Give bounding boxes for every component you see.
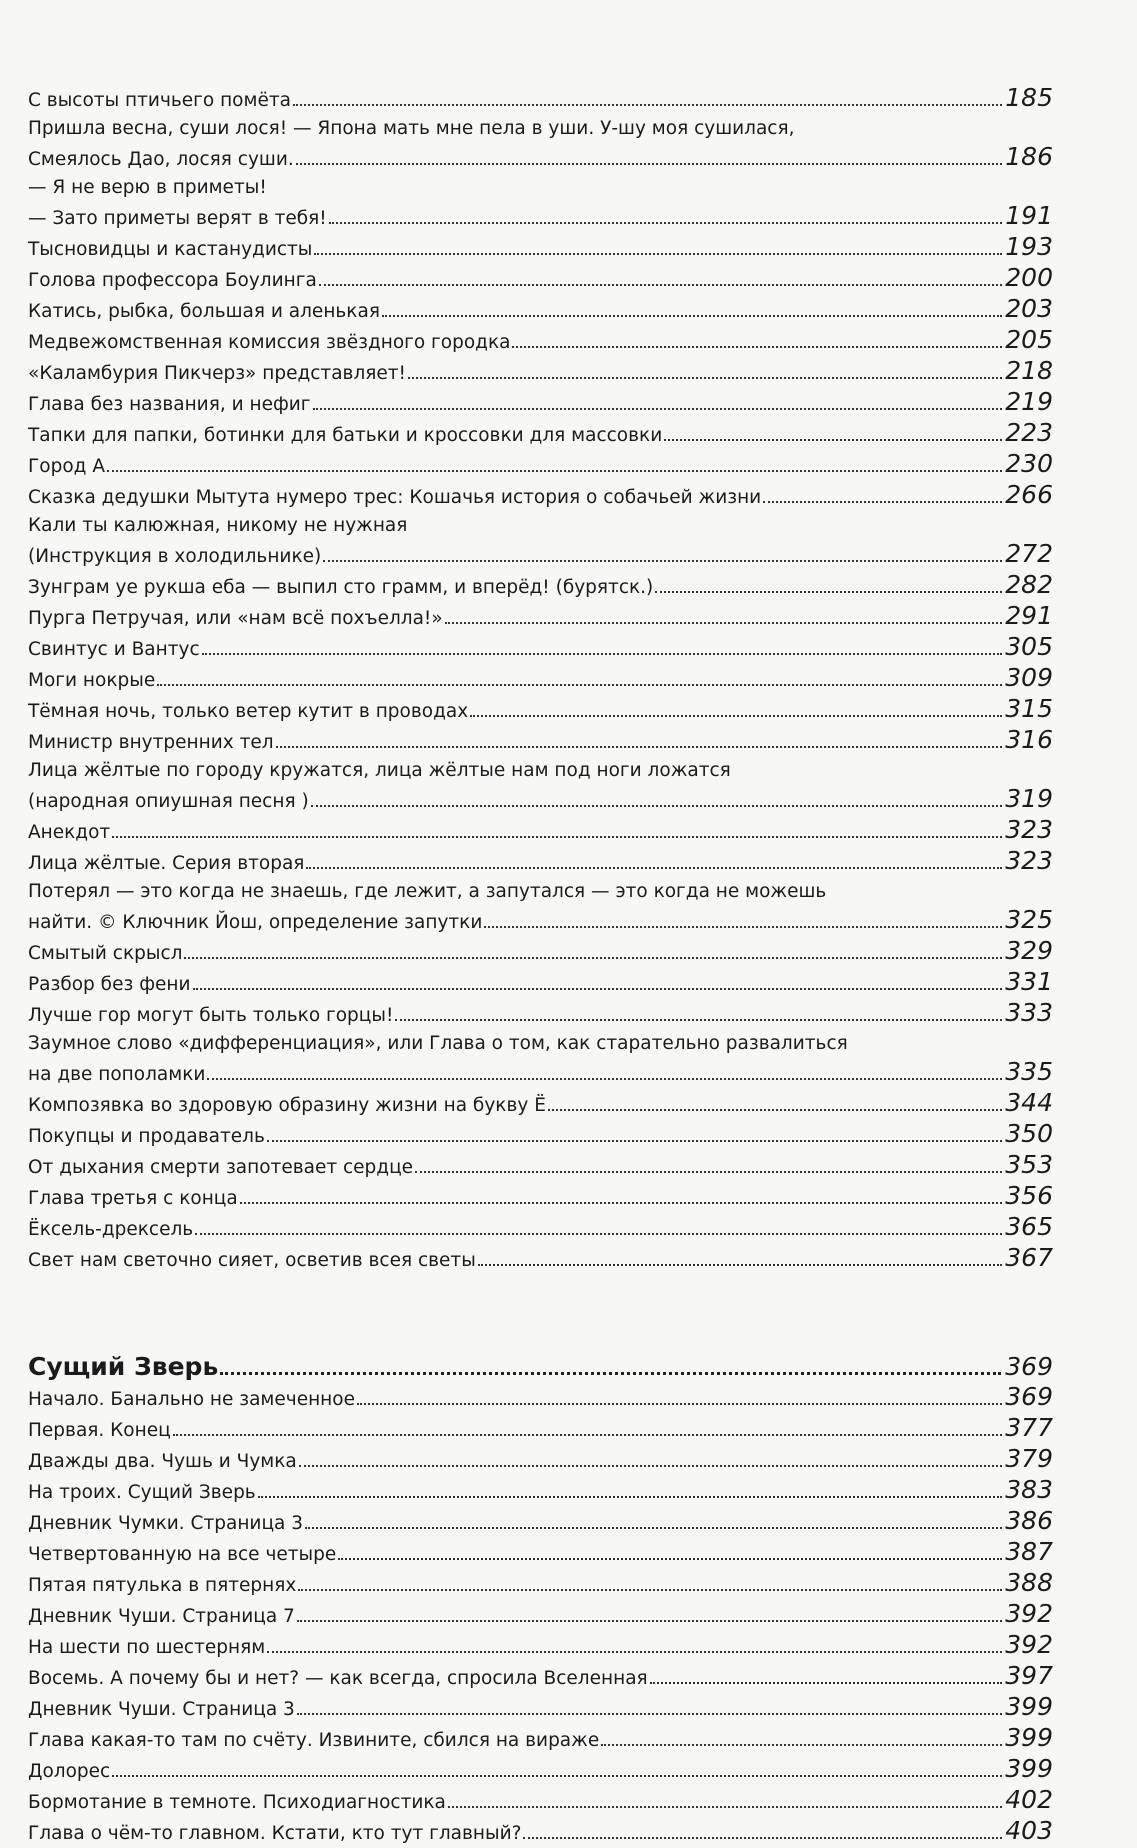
dot-leader	[650, 1682, 1002, 1684]
toc-entry-page-number: 319	[1005, 784, 1053, 813]
toc-entry-page-number: 230	[1005, 449, 1053, 478]
toc-entry	[28, 1151, 1053, 1182]
toc-entry	[28, 1631, 1053, 1662]
toc-entry	[28, 419, 1053, 450]
toc-entry	[28, 1213, 1053, 1244]
toc-entry	[28, 1817, 1053, 1848]
dot-leader	[323, 560, 1002, 562]
toc-entry-page-number: 193	[1005, 232, 1053, 261]
toc-entry-title-line: Заумное слово «дифференциация», или Глава о том, как старательно развалиться	[28, 1033, 848, 1054]
toc-entry-title: С высоты птичьего помёта	[28, 90, 291, 111]
toc-entry-page-number: 386	[1005, 1506, 1053, 1535]
toc-entry	[28, 1538, 1053, 1569]
toc-entry-title-line: Пришла весна, суши лося! — Япона мать мне пела в уши. У-шу моя сушилася,	[28, 118, 795, 139]
toc-entry-title: Смеялось Дао, лосяя суши.	[28, 149, 294, 170]
toc-entry-title: Моги нокрые	[28, 670, 156, 691]
toc-entry-page-number: 399	[1005, 1754, 1053, 1783]
dot-leader	[329, 222, 1002, 224]
toc-entry-title: Сказка дедушки Мытута нумеро трес: Кошачья история о собачьей жизни	[28, 487, 762, 508]
dot-leader	[357, 1403, 1002, 1405]
toc-entry	[28, 450, 1053, 481]
toc-entry	[28, 1693, 1053, 1724]
toc-entry-title: Четвертованную на все четыре	[28, 1544, 337, 1565]
toc-section-2	[28, 1351, 1053, 1848]
toc-entry-title: Свет нам светочно сияет, осветив всея светы	[28, 1250, 476, 1271]
dot-leader	[207, 1078, 1002, 1080]
dot-leader	[382, 315, 1002, 317]
dot-leader	[601, 1744, 1002, 1746]
toc-entry-title-line: Лица жёлтые по городу кружатся, лица жёлтые нам под ноги ложатся	[28, 760, 731, 781]
toc-entry-title: Разбор без фени	[28, 974, 191, 995]
dot-leader	[655, 591, 1002, 593]
dot-leader	[415, 1171, 1002, 1173]
toc-entry-page-number: 305	[1005, 632, 1053, 661]
toc-entry-page-number: 369	[1005, 1382, 1053, 1411]
toc-entry-title: Голова профессора Боулинга	[28, 270, 317, 291]
toc-entry-title: Министр внутренних тел	[28, 732, 274, 753]
toc-entry-page-number: 323	[1005, 846, 1053, 875]
dot-leader	[319, 284, 1002, 286]
dot-leader	[664, 439, 1002, 441]
toc-entry-title: Восемь. А почему бы и нет? — как всегда, спросила Вселенная	[28, 1668, 648, 1689]
toc-entry-title: Начало. Банально не замеченное	[28, 1389, 355, 1410]
toc-entry-page-number: 377	[1005, 1413, 1053, 1442]
toc-entry	[28, 1755, 1053, 1786]
toc-entry	[28, 481, 1053, 512]
dot-leader	[193, 988, 1002, 990]
dot-leader	[448, 1806, 1002, 1808]
toc-entry	[28, 1600, 1053, 1631]
dot-leader	[240, 1202, 1002, 1204]
dot-leader	[314, 253, 1002, 255]
table-of-contents	[28, 84, 1053, 1848]
toc-entry	[28, 1244, 1053, 1275]
toc-entry-title: Анекдот	[28, 822, 111, 843]
dot-leader	[512, 346, 1002, 348]
dot-leader	[395, 1019, 1002, 1021]
toc-entry-title: Дневник Чуши. Страница 7	[28, 1606, 295, 1627]
toc-entry-title: Глава о чём-то главном. Кстати, кто тут главный?	[28, 1823, 522, 1844]
toc-entry-page-number: 392	[1005, 1599, 1053, 1628]
toc-entry-title: Тысновидцы и кастанудисты	[28, 239, 313, 260]
toc-entry-title: Свинтус и Вантус	[28, 639, 200, 660]
dot-leader	[184, 957, 1002, 959]
toc-entry-page-number: 335	[1005, 1057, 1053, 1086]
dot-leader	[220, 1372, 1001, 1375]
toc-entry-title: Глава третья с конца	[28, 1188, 238, 1209]
toc-entry-title: Ёксель-дрексель	[28, 1219, 194, 1240]
toc-entry-page-number: 344	[1005, 1088, 1053, 1117]
toc-entry	[28, 1089, 1053, 1120]
toc-entry	[28, 571, 1053, 602]
toc-entry	[28, 264, 1053, 295]
toc-entry-title: «Каламбурия Пикчерз» представляет!	[28, 363, 406, 384]
toc-entry-title: От дыхания смерти запотевает сердце	[28, 1157, 414, 1178]
toc-entry-page-number: 266	[1005, 480, 1053, 509]
toc-entry-title: Пятая пятулька в пятернях	[28, 1575, 297, 1596]
toc-entry-page-number: 219	[1005, 387, 1053, 416]
toc-entry-page-number: 403	[1005, 1816, 1053, 1845]
toc-entry-page-number: 191	[1005, 201, 1053, 230]
toc-entry-page-number: 223	[1005, 418, 1053, 447]
dot-leader	[202, 653, 1002, 655]
dot-leader	[313, 408, 1002, 410]
toc-entry-title: Смытый скрысл	[28, 943, 183, 964]
toc-entry-title: Дневник Чумки. Страница 3	[28, 1513, 304, 1534]
toc-entry-page-number: 379	[1005, 1444, 1053, 1473]
toc-entry-title: Город А	[28, 456, 105, 477]
toc-entry-page-number: 365	[1005, 1212, 1053, 1241]
toc-entry-page-number: 186	[1005, 142, 1053, 171]
dot-leader	[523, 1837, 1002, 1839]
dot-leader	[195, 1233, 1002, 1235]
toc-entry-page-number: 387	[1005, 1537, 1053, 1566]
toc-entry	[28, 295, 1053, 326]
toc-entry-title: На троих. Сущий Зверь	[28, 1482, 256, 1503]
toc-entry-title: Тапки для папки, ботинки для батьки и кроссовки для массовки	[28, 425, 663, 446]
toc-entry-page-number: 316	[1005, 725, 1053, 754]
toc-entry-title: Глава без названия, и нефиг	[28, 394, 311, 415]
toc-entry-title: (народная опиушная песня )	[28, 791, 309, 812]
toc-entry-page-number: 200	[1005, 263, 1053, 292]
dot-leader	[548, 1109, 1002, 1111]
toc-entry	[28, 968, 1053, 999]
dot-leader	[298, 1589, 1002, 1591]
toc-entry	[28, 664, 1053, 695]
toc-entry-title: Покупцы и продаватель	[28, 1126, 265, 1147]
toc-entry	[28, 1786, 1053, 1817]
toc-entry-page-number: 388	[1005, 1568, 1053, 1597]
toc-entry-title: Долорес	[28, 1761, 111, 1782]
dot-leader	[408, 377, 1002, 379]
dot-leader	[157, 684, 1002, 686]
toc-entry-title: Зунграм уе рукша еба — выпил сто грамм, и вперёд! (бурятск.)	[28, 577, 654, 598]
toc-entry-page-number: 325	[1005, 905, 1053, 934]
dot-leader	[276, 746, 1002, 748]
toc-entry-page-number: 218	[1005, 356, 1053, 385]
toc-entry-page-number: 315	[1005, 694, 1053, 723]
toc-entry-title-line: — Я не верю в приметы!	[28, 177, 267, 198]
dot-leader	[112, 836, 1002, 838]
toc-entry-title: Дважды два. Чушь и Чумка	[28, 1451, 297, 1472]
toc-entry-page-number: 402	[1005, 1785, 1053, 1814]
toc-entry	[28, 1662, 1053, 1693]
toc-entry-title: Первая. Конец	[28, 1420, 171, 1441]
toc-entry	[28, 1030, 1053, 1089]
toc-entry	[28, 84, 1053, 115]
toc-entry-title: Пурга Петручая, или «нам всё похъелла!»	[28, 608, 443, 629]
toc-entry	[28, 1507, 1053, 1538]
toc-entry-title: на две пополамки	[28, 1064, 206, 1085]
toc-entry	[28, 695, 1053, 726]
dot-leader	[258, 1496, 1002, 1498]
toc-entry-page-number: 333	[1005, 998, 1053, 1027]
toc-entry-page-number: 399	[1005, 1692, 1053, 1721]
section-title: Сущий Зверь	[28, 1352, 219, 1381]
dot-leader	[293, 104, 1002, 106]
toc-entry	[28, 1383, 1053, 1414]
dot-leader	[299, 1465, 1002, 1467]
toc-entry-title: Лица жёлтые. Серия вторая	[28, 853, 305, 874]
toc-entry-title: найти. © Ключник Йош, определение запутки	[28, 912, 483, 933]
dot-leader	[338, 1558, 1002, 1560]
dot-leader	[484, 926, 1002, 928]
toc-entry-page-number: 399	[1005, 1723, 1053, 1752]
toc-entry-page-number: 291	[1005, 601, 1053, 630]
toc-entry	[28, 1569, 1053, 1600]
dot-leader	[306, 867, 1002, 869]
toc-entry-page-number: 309	[1005, 663, 1053, 692]
toc-entry	[28, 757, 1053, 816]
toc-entry-page-number: 329	[1005, 936, 1053, 965]
dot-leader	[297, 1620, 1002, 1622]
dot-leader	[305, 1527, 1002, 1529]
toc-entry	[28, 999, 1053, 1030]
dot-leader	[311, 805, 1002, 807]
dot-leader	[763, 501, 1002, 503]
toc-entry-title: Лучше гор могут быть только горцы!	[28, 1005, 394, 1026]
toc-entry	[28, 847, 1053, 878]
toc-entry-title-line: Потерял — это когда не знаешь, где лежит, а запутался — это когда не можешь	[28, 881, 827, 902]
toc-entry	[28, 1120, 1053, 1151]
toc-entry	[28, 1182, 1053, 1213]
toc-entry-page-number: 356	[1005, 1181, 1053, 1210]
toc-entry	[28, 816, 1053, 847]
toc-entry-title: На шести по шестерням	[28, 1637, 266, 1658]
toc-entry-page-number: 205	[1005, 325, 1053, 354]
dot-leader	[267, 1651, 1002, 1653]
toc-entry-title: Композявка во здоровую образину жизни на букву Ё	[28, 1095, 546, 1116]
dot-leader	[107, 470, 1002, 472]
toc-entry	[28, 233, 1053, 264]
toc-entry	[28, 602, 1053, 633]
toc-entry	[28, 937, 1053, 968]
dot-leader	[112, 1775, 1002, 1777]
toc-entry	[28, 1414, 1053, 1445]
toc-entry-title: — Зато приметы верят в тебя!	[28, 208, 327, 229]
toc-entry-title-line: Кали ты калюжная, никому не нужная	[28, 515, 408, 536]
dot-leader	[470, 715, 1002, 717]
toc-entry	[28, 512, 1053, 571]
toc-entry-title: Катись, рыбка, большая и аленькая	[28, 301, 380, 322]
toc-entry-title: (Инструкция в холодильнике)	[28, 546, 322, 567]
toc-entry	[28, 1445, 1053, 1476]
toc-entry-page-number: 282	[1005, 570, 1053, 599]
toc-entry	[28, 357, 1053, 388]
dot-leader	[445, 622, 1002, 624]
dot-leader	[478, 1264, 1002, 1266]
dot-leader	[296, 163, 1002, 165]
toc-entry	[28, 633, 1053, 664]
toc-entry-page-number: 331	[1005, 967, 1053, 996]
dot-leader	[297, 1713, 1002, 1715]
section-page-number: 369	[1005, 1352, 1053, 1381]
toc-entry-title: Бормотание в темноте. Психодиагностика	[28, 1792, 446, 1813]
toc-entry-page-number: 272	[1005, 539, 1053, 568]
section-gap	[28, 1275, 1053, 1351]
toc-entry-page-number: 323	[1005, 815, 1053, 844]
toc-entry-page-number: 353	[1005, 1150, 1053, 1179]
toc-entry-title: Тёмная ночь, только ветер кутит в проводах	[28, 701, 469, 722]
toc-entry	[28, 174, 1053, 233]
toc-entry	[28, 726, 1053, 757]
dot-leader	[173, 1434, 1002, 1436]
toc-entry-page-number: 185	[1005, 83, 1053, 112]
toc-entry-title: Дневник Чуши. Страница 3	[28, 1699, 295, 1720]
toc-entry-title: Медвежомственная комиссия звёздного городка	[28, 332, 511, 353]
dot-leader	[267, 1140, 1002, 1142]
toc-entry-page-number: 367	[1005, 1243, 1053, 1272]
section-header	[28, 1351, 1053, 1383]
toc-entry-page-number: 203	[1005, 294, 1053, 323]
toc-entry	[28, 115, 1053, 174]
toc-entry	[28, 878, 1053, 937]
toc-entry-title: Глава какая-то там по счёту. Извините, сбился на вираже	[28, 1730, 600, 1751]
toc-entry-page-number: 350	[1005, 1119, 1053, 1148]
toc-section-1	[28, 84, 1053, 1275]
toc-entry	[28, 1724, 1053, 1755]
toc-entry	[28, 388, 1053, 419]
toc-entry-page-number: 392	[1005, 1630, 1053, 1659]
toc-entry-page-number: 383	[1005, 1475, 1053, 1504]
toc-entry	[28, 326, 1053, 357]
toc-entry-page-number: 397	[1005, 1661, 1053, 1690]
toc-entry	[28, 1476, 1053, 1507]
